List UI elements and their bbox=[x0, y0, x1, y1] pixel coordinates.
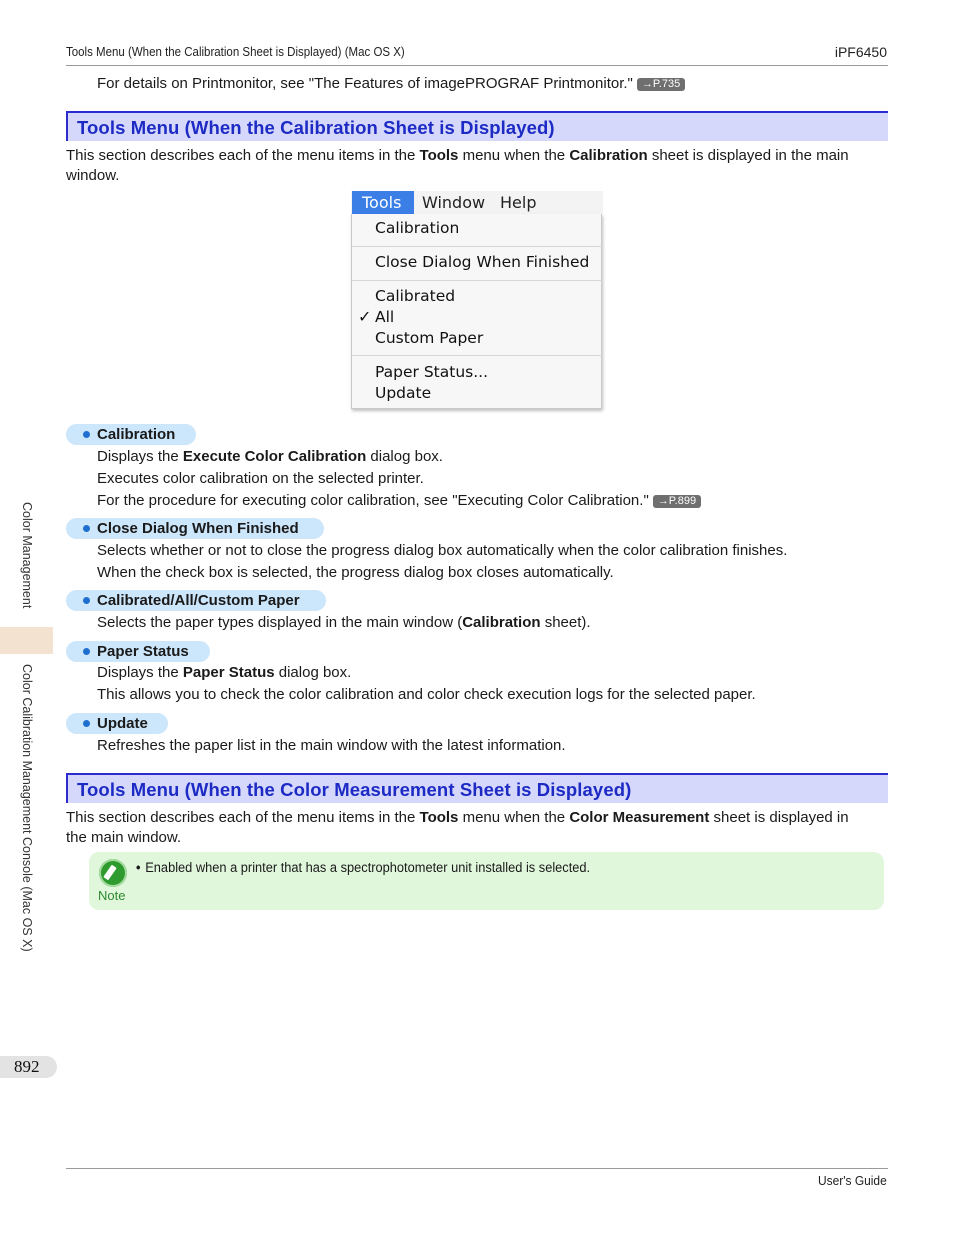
section-description: This section describes each of the menu items in the Tools menu when the Color Measurement sheet is displayed in the main window. bbox=[66, 809, 849, 846]
section-description: This section describes each of the menu items in the Tools menu when the Calibration sheet is displayed in the main window. bbox=[66, 147, 849, 184]
sidebar-chapter: Color Management bbox=[20, 502, 34, 609]
page-number: 892 bbox=[0, 1056, 57, 1078]
menu-window: Window bbox=[422, 193, 486, 212]
page-reference-link[interactable]: →P.735 bbox=[637, 78, 685, 91]
menu-item-calibration: Calibration bbox=[375, 219, 460, 237]
intro-text: For details on Printmonitor, see "The Features of imagePROGRAF Printmonitor." bbox=[97, 75, 633, 92]
menu-separator bbox=[352, 355, 602, 356]
menu-item-custom-paper: Custom Paper bbox=[375, 329, 484, 347]
item-label-calibration: Calibration bbox=[66, 424, 196, 445]
sidebar-tab-marker bbox=[0, 627, 53, 654]
menu-item-calibrated: Calibrated bbox=[375, 287, 456, 305]
item-label-update: Update bbox=[66, 713, 168, 734]
note-box bbox=[89, 852, 884, 910]
item-label-close-dialog: Close Dialog When Finished bbox=[66, 518, 324, 539]
bullet-icon bbox=[83, 431, 90, 438]
note-label: Note bbox=[98, 888, 126, 903]
bullet-icon bbox=[83, 597, 90, 604]
menu-help: Help bbox=[500, 193, 537, 212]
running-header-title: Tools Menu (When the Calibration Sheet is Displayed) (Mac OS X) bbox=[66, 45, 405, 59]
sidebar-section: Color Calibration Management Console (Mac OS X) bbox=[20, 664, 34, 952]
bullet-icon bbox=[83, 525, 90, 532]
section-heading-text: Tools Menu (When the Color Measurement Sheet is Displayed) bbox=[77, 779, 632, 800]
close-dialog-desc-1: Selects whether or not to close the progress dialog box automatically when the color calibration finishes. bbox=[97, 542, 788, 559]
menu-item-close-dialog: Close Dialog When Finished bbox=[375, 253, 590, 271]
calibration-desc-3: For the procedure for executing color calibration, see "Executing Color Calibration." →P.899 bbox=[97, 492, 701, 509]
pencil-note-icon bbox=[99, 859, 127, 887]
bullet-icon bbox=[83, 720, 90, 727]
item-label-calibrated: Calibrated/All/Custom Paper bbox=[66, 590, 326, 611]
section-heading-calibration bbox=[66, 111, 888, 141]
paper-status-desc-1: Displays the Paper Status dialog box. bbox=[97, 664, 352, 681]
running-header-model: iPF6450 bbox=[834, 44, 887, 60]
menu-separator bbox=[352, 280, 602, 281]
item-label-paper-status: Paper Status bbox=[66, 641, 210, 662]
paper-status-desc-2: This allows you to check the color calibration and color check execution logs for the selected paper. bbox=[97, 686, 756, 703]
calibration-desc-2: Executes color calibration on the selected printer. bbox=[97, 470, 424, 487]
update-desc-1: Refreshes the paper list in the main window with the latest information. bbox=[97, 737, 566, 754]
intro-paragraph bbox=[97, 74, 685, 94]
menu-separator bbox=[352, 246, 602, 247]
menu-item-paper-status: Paper Status... bbox=[375, 363, 488, 381]
page-reference-link[interactable]: →P.899 bbox=[653, 495, 701, 508]
calibration-desc-1: Displays the Execute Color Calibration dialog box. bbox=[97, 448, 443, 465]
checkmark-icon: ✓ bbox=[358, 309, 372, 326]
note-text: • Enabled when a printer that has a spectrophotometer unit installed is selected. bbox=[136, 860, 591, 875]
footer-divider bbox=[66, 1168, 888, 1169]
tools-menu-screenshot bbox=[351, 191, 603, 410]
menu-item-update: Update bbox=[375, 384, 432, 402]
menu-tools-selected: Tools bbox=[352, 191, 414, 214]
calibrated-desc-1: Selects the paper types displayed in the main window (Calibration sheet). bbox=[97, 614, 591, 631]
close-dialog-desc-2: When the check box is selected, the progress dialog box closes automatically. bbox=[97, 564, 614, 581]
section-heading-color-measurement bbox=[66, 773, 888, 803]
section-heading-text: Tools Menu (When the Calibration Sheet is Displayed) bbox=[77, 117, 555, 138]
bullet-icon bbox=[83, 648, 90, 655]
footer-guide: User's Guide bbox=[818, 1173, 887, 1188]
menu-bar bbox=[351, 191, 603, 214]
tools-menu-dropdown bbox=[351, 214, 602, 409]
menu-item-all: All bbox=[375, 308, 395, 326]
header-divider bbox=[66, 65, 888, 66]
